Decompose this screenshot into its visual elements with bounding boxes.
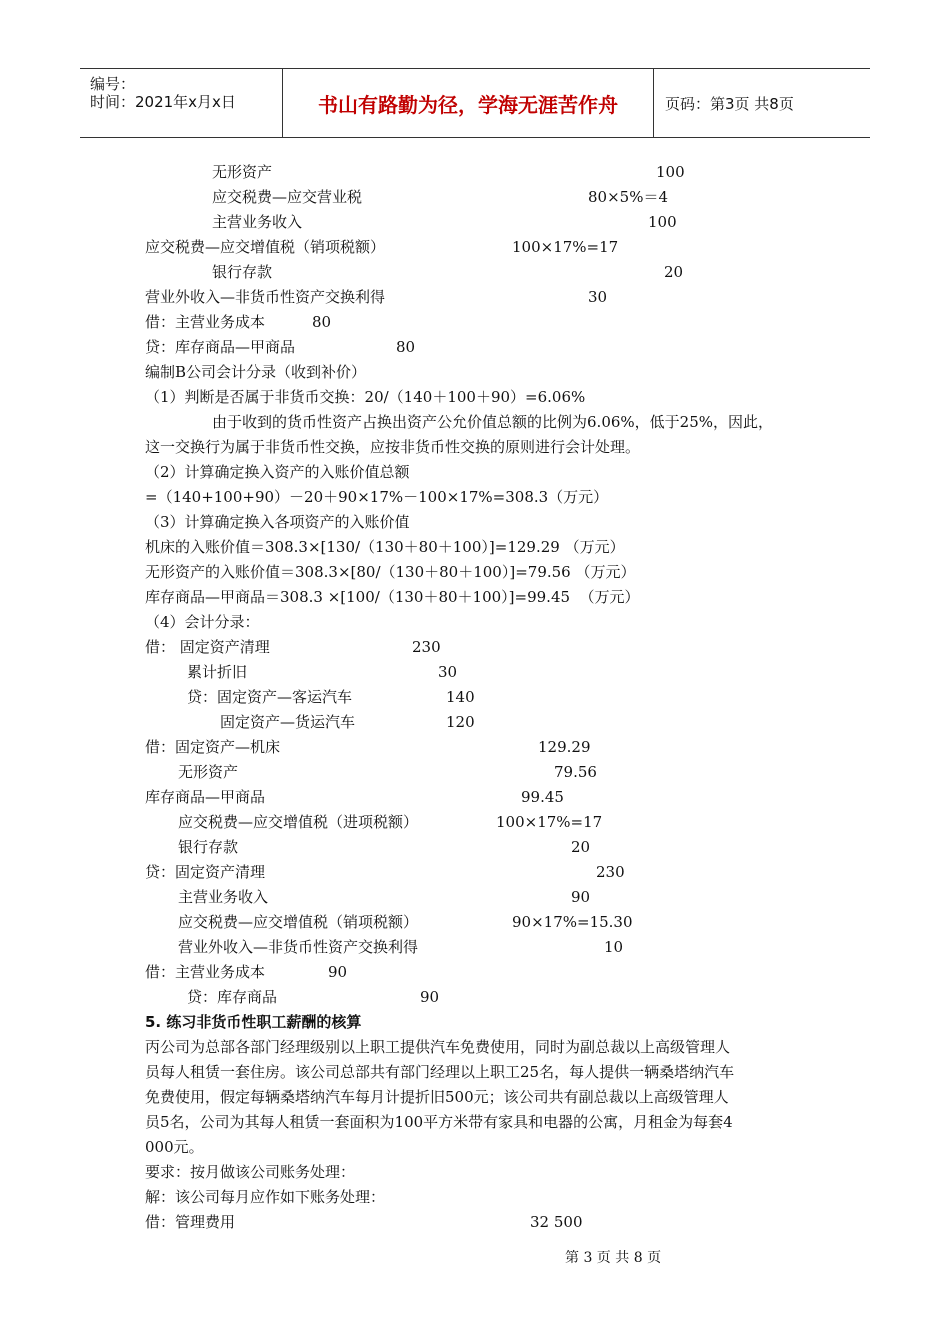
line-text: 丙公司为总部各部门经理级别以上职工提供汽车免费使用，同时为副总裁以上高级管理人	[145, 1038, 731, 1056]
line-text: 无形资产的入账价值＝308.3×[80/（130＋80＋100）]=79.56 （万元）	[145, 563, 636, 581]
line-label: 借：管理费用	[145, 1213, 236, 1231]
line-amount: 30	[438, 663, 458, 681]
line-amount: 80	[312, 313, 332, 331]
line-label: 固定资产—货运汽车	[220, 713, 356, 731]
line-text: （2）计算确定换入资产的入账价值总额	[145, 463, 410, 481]
line-text: 这一交换行为属于非货币性交换，应按非货币性交换的原则进行会计处理。	[145, 438, 641, 456]
line-text: （3）计算确定换入各项资产的入账价值	[145, 513, 410, 531]
line-label: 累计折旧	[187, 663, 248, 681]
line-text: 000元。	[145, 1138, 204, 1156]
line-text: 解：该公司每月应作如下账务处理：	[145, 1188, 386, 1206]
line-label: 无形资产	[178, 763, 239, 781]
line-amount: 10	[604, 938, 624, 956]
line-amount: 230	[412, 638, 441, 656]
line-amount: 100×17%=17	[512, 238, 619, 256]
line-amount: 140	[446, 688, 475, 706]
motto: 书山有路勤为径，学海无涯苦作舟	[283, 69, 654, 137]
line-amount: 100	[656, 163, 685, 181]
line-text: （1）判断是否属于非货币交换：20/（140＋100＋90）=6.06%	[145, 388, 586, 406]
line-text: 由于收到的货币性资产占换出资产公允价值总额的比例为6.06%，低于25%，因此，	[212, 413, 773, 431]
line-label: 主营业务收入	[178, 888, 269, 906]
date-label: 时间：2021年x月x日	[90, 93, 236, 111]
line-amount: 32 500	[530, 1213, 583, 1231]
line-amount: 30	[588, 288, 608, 306]
line-text: 免费使用，假定每辆桑塔纳汽车每月计提折旧500元；该公司共有副总裁以上高级管理人	[145, 1088, 729, 1106]
line-amount: 129.29	[538, 738, 591, 756]
line-label: 借：主营业务成本	[145, 313, 266, 331]
line-label: 贷：固定资产—客运汽车	[187, 688, 353, 706]
line-text: 员5名，公司为其每人租赁一套面积为100平方米带有家具和电器的公寓，月租金为每套4	[145, 1113, 733, 1131]
section-heading: 5. 练习非货币性职工薪酬的核算	[145, 1013, 362, 1031]
line-text: （4）会计分录：	[145, 613, 260, 631]
line-text: 机床的入账价值＝308.3×[130/（130＋80＋100）]=129.29 （万元）	[145, 538, 625, 556]
line-label: 借： 固定资产清理	[145, 638, 270, 656]
line-label: 银行存款	[212, 263, 273, 281]
line-amount: 79.56	[554, 763, 597, 781]
line-amount: 90	[328, 963, 348, 981]
line-amount: 90	[420, 988, 440, 1006]
page-footer: 第 3 页 共 8 页	[565, 1250, 662, 1266]
line-amount: 99.45	[521, 788, 564, 806]
line-amount: 80	[396, 338, 416, 356]
page-info: 页码：第3页 共8页	[665, 95, 794, 113]
line-label: 营业外收入—非货币性资产交换利得	[145, 288, 386, 306]
line-amount: 230	[596, 863, 625, 881]
line-amount: 120	[446, 713, 475, 731]
line-label: 借：主营业务成本	[145, 963, 266, 981]
line-label: 应交税费—应交增值税（销项税额）	[178, 913, 419, 931]
line-label: 无形资产	[212, 163, 273, 181]
line-label: 贷：库存商品	[187, 988, 278, 1006]
line-label: 应交税费—应交增值税（进项税额）	[178, 813, 419, 831]
line-label: 应交税费—应交增值税（销项税额）	[145, 238, 386, 256]
line-label: 贷：固定资产清理	[145, 863, 266, 881]
line-label: 营业外收入—非货币性资产交换利得	[178, 938, 419, 956]
line-text: 编制B公司会计分录（收到补价）	[145, 363, 367, 381]
line-label: 银行存款	[178, 838, 239, 856]
number-label: 编号：	[90, 75, 136, 93]
line-amount: 80×5%＝4	[588, 188, 668, 206]
line-amount: 90×17%=15.30	[512, 913, 633, 931]
line-label: 贷：库存商品—甲商品	[145, 338, 296, 356]
line-label: 主营业务收入	[212, 213, 303, 231]
line-amount: 100×17%=17	[496, 813, 603, 831]
line-text: 库存商品—甲商品＝308.3 ×[100/（130＋80＋100）]=99.45 （万元）	[145, 588, 640, 606]
line-label: 借：固定资产—机床	[145, 738, 281, 756]
line-text: 要求：按月做该公司账务处理：	[145, 1163, 356, 1181]
line-text: =（140+100+90）－20＋90×17%－100×17%=308.3（万元）	[145, 488, 609, 506]
line-text: 员每人租赁一套住房。该公司总部共有部门经理以上职工25名，每人提供一辆桑塔纳汽车	[145, 1063, 735, 1081]
line-label: 库存商品—甲商品	[145, 788, 266, 806]
line-amount: 20	[571, 838, 591, 856]
line-amount: 20	[664, 263, 684, 281]
line-label: 应交税费—应交营业税	[212, 188, 363, 206]
line-amount: 100	[648, 213, 677, 231]
line-amount: 90	[571, 888, 591, 906]
